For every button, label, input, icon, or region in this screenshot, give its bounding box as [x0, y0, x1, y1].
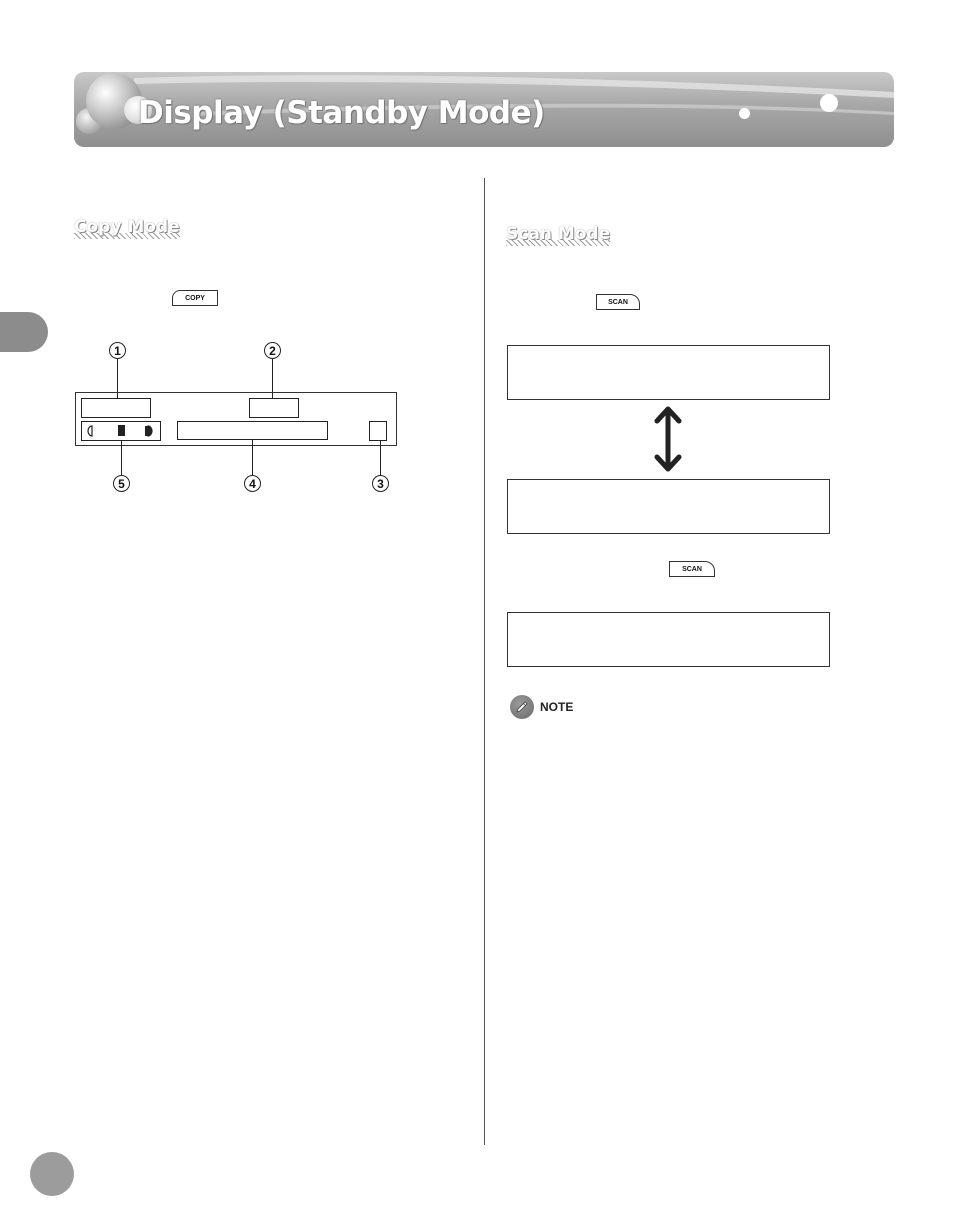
callout-leader	[121, 441, 122, 475]
copy-mode-heading: Copy Mode	[74, 217, 180, 237]
note-label: NOTE	[540, 700, 574, 714]
page-title: Display (Standby Mode)	[138, 95, 545, 131]
scan-key-button[interactable]: SCAN	[596, 294, 640, 310]
callout-1: 1	[109, 342, 126, 359]
scan-screen-3	[507, 612, 830, 667]
page-number-badge	[30, 1152, 74, 1196]
callout-leader	[380, 441, 381, 475]
lcd-field-1	[81, 398, 151, 418]
lcd-field-2	[249, 398, 299, 418]
lcd-field-5	[81, 421, 161, 441]
callout-leader	[252, 440, 253, 475]
scan-screen-1	[507, 345, 830, 400]
chapter-tab	[0, 312, 48, 352]
lcd-field-3	[369, 421, 387, 441]
pencil-icon	[510, 695, 534, 719]
scan-mode-heading: Scan Mode	[506, 224, 611, 244]
banner-dot	[739, 108, 750, 119]
lcd-field-4	[177, 421, 328, 440]
banner-dot	[820, 94, 838, 112]
column-divider	[484, 178, 485, 1145]
density-scale-icon	[82, 422, 159, 439]
callout-5: 5	[113, 475, 130, 492]
callout-3: 3	[372, 475, 389, 492]
scan-key-button-2[interactable]: SCAN	[669, 561, 715, 577]
double-arrow-icon	[654, 405, 682, 473]
copy-key-button[interactable]: COPY	[172, 290, 218, 306]
scan-screen-2	[507, 479, 830, 534]
note-block	[510, 695, 573, 719]
callout-2: 2	[264, 342, 281, 359]
callout-4: 4	[244, 475, 261, 492]
